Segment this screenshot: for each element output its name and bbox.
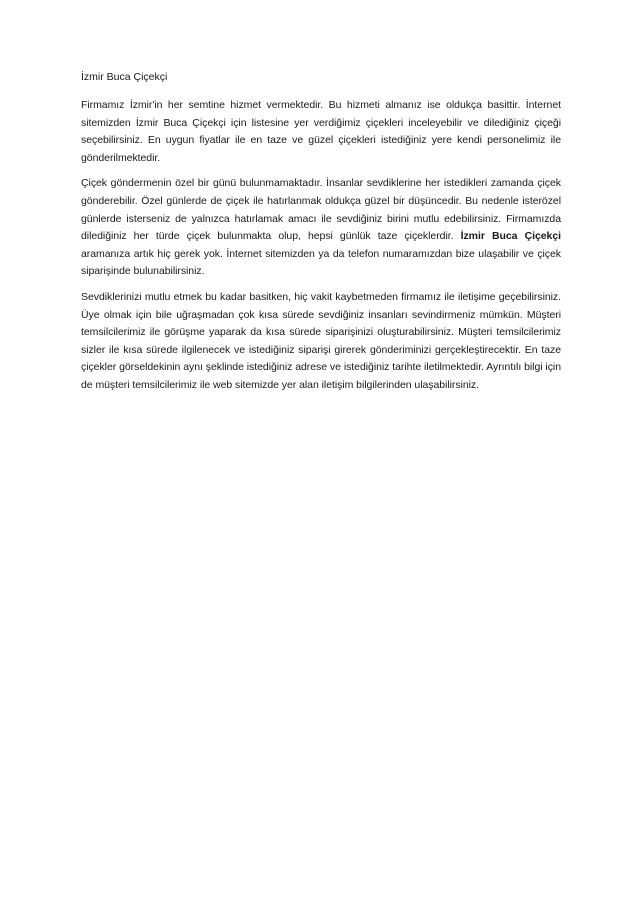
paragraph-special-days-text-after: aramanıza artık hiç gerek yok. İnternet sitemizden ya da telefon numaramızdan bize ulaşabilir ve çiçek siparişinde bulunabilirsiniz.	[81, 247, 561, 278]
highlighted-keyword: İzmir Buca Çiçekçi	[460, 230, 561, 243]
paragraph-special-days	[81, 175, 561, 281]
paragraph-intro: Firmamız İzmir'in her semtine hizmet vermektedir. Bu hizmeti almanız ise oldukça basittir. İnternet sitemizden İzmir Buca Çiçekçi için listesine yer verdiğimiz çiçekleri inceleyebilir ve dilediğiniz çiçeği seçebilirsiniz. En uygun fiyatlar ile en taze ve güzel çiçekleri istediğiniz yere kendi personelimiz ile gönderilmektedir.	[81, 99, 561, 164]
paragraph-special-days-text-before: Çiçek göndermenin özel bir günü bulunmamaktadır. İnsanlar sevdiklerine her istedikleri zamanda çiçek gönderebilir. Özel günlerde de çiçek ile hatırlanmak oldukça güzel bir düşüncedir. Bu nedenle isterözel günlerde isterseniz de yalnızca hatırlamak amacı ile sevdiğiniz birini mutlu edebilirsiniz. Firmamızda dilediğiniz her türde çiçek bulunmakta olup, hepsi günlük taze çiçeklerdir.	[81, 177, 561, 243]
document-page	[81, 70, 561, 403]
document-title: İzmir Buca Çiçekçi	[81, 71, 168, 83]
paragraph-contact: Sevdiklerinizi mutlu etmek bu kadar basitken, hiç vakit kaybetmeden firmamız ile iletişime geçebilirsiniz. Üye olmak için bile uğraşmadan çok kısa sürede sevdiğiniz insanları sevindirmeniz mümkün. Müşteri temsilcilerimiz ile görüşme yaparak da kısa sürede siparişinizi oluşturabilirsiniz. Müşteri temsilcilerimiz sizler ile kısa sürede ilgilenecek ve istediğiniz siparişi girerek gönderiminizi gerçekleştirecektir. En taze çiçekler görseldekinin aynı şeklinde istediğiniz adrese ve istediğiniz tarihte iletilmektedir. Ayrıntılı bilgi için de müşteri temsilcilerimiz ile web sitemizde yer alan iletişim bilgilerinden ulaşabilirsiniz.	[81, 290, 561, 391]
